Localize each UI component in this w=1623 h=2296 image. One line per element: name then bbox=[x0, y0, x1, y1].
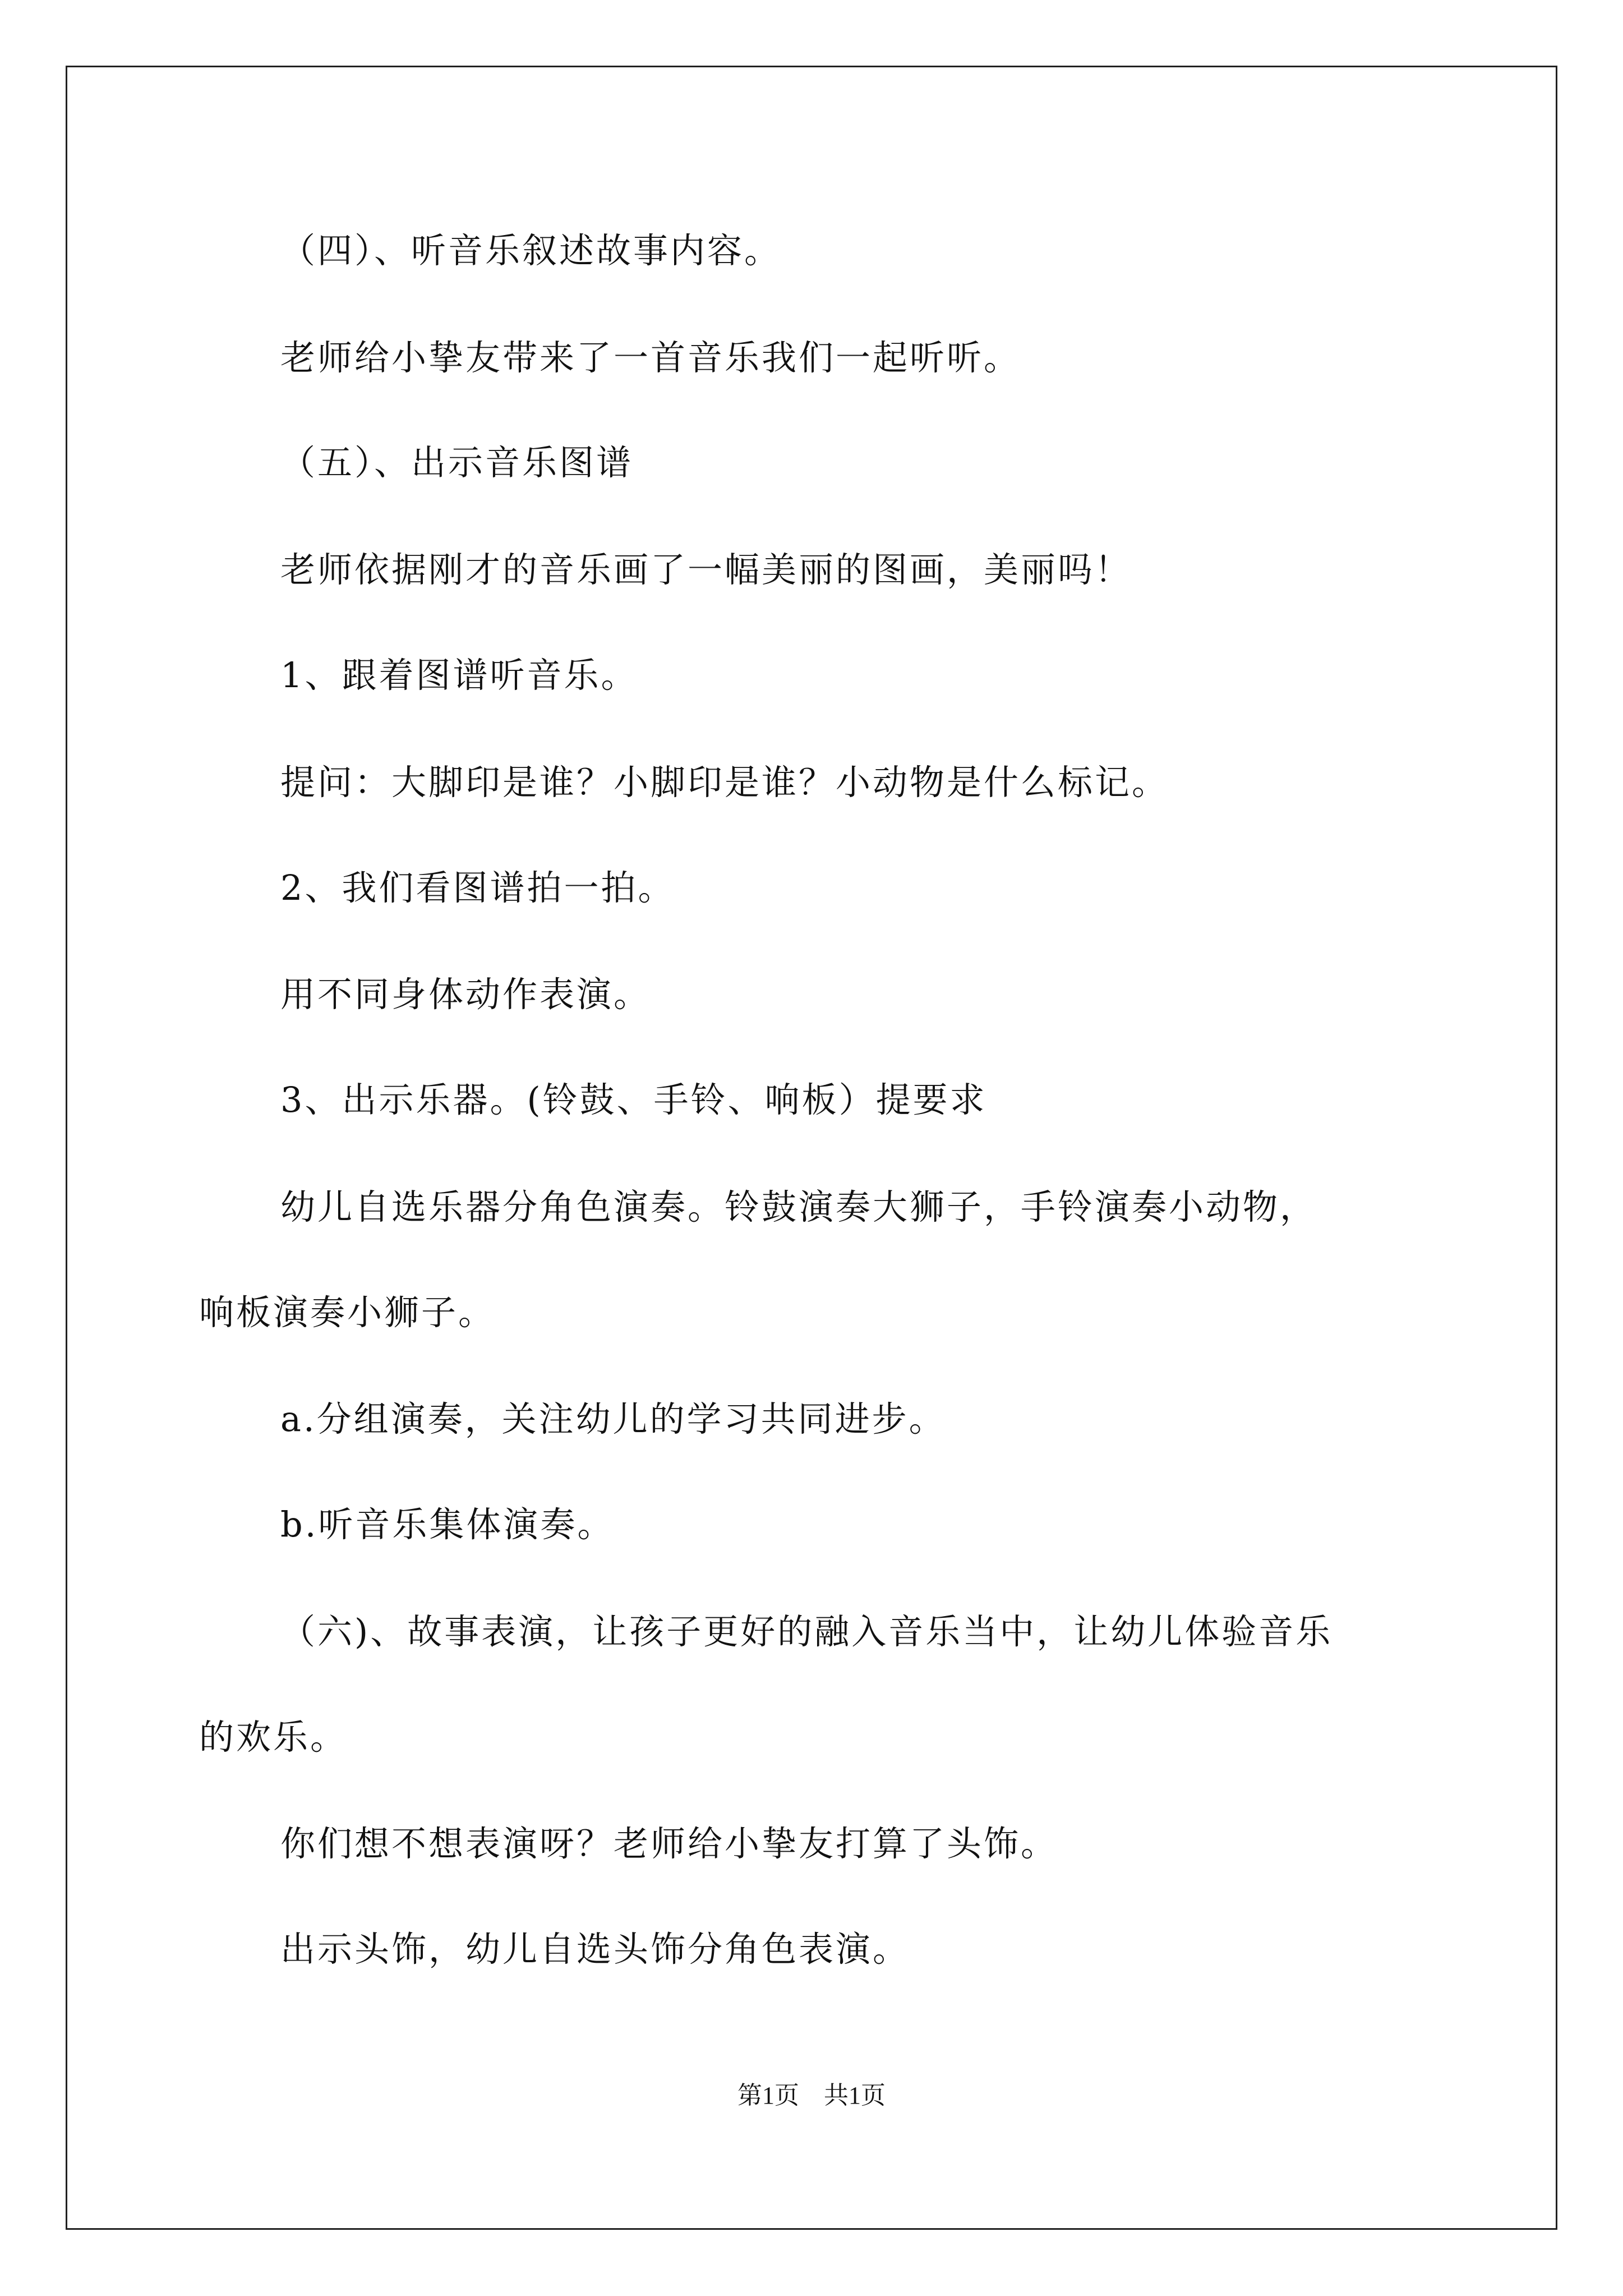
paragraph-line: 老师依据刚才的音乐画了一幅美丽的图画，美丽吗！ bbox=[280, 549, 1132, 590]
page-number: 第1页 bbox=[737, 2082, 799, 2109]
paragraph-line: （五）、出示音乐图谱 bbox=[280, 442, 634, 483]
paragraph-line: 的欢乐。 bbox=[199, 1717, 348, 1757]
paragraph-line: 响板演奏小狮子。 bbox=[199, 1292, 496, 1333]
page-total: 共1页 bbox=[824, 2082, 886, 2109]
paragraph-line: 提问：大脚印是谁？小脚印是谁？小动物是什么标记。 bbox=[280, 762, 1169, 803]
paragraph-line: （四）、听音乐叙述故事内容。 bbox=[280, 230, 782, 271]
paragraph-line: a.分组演奏，关注幼儿的学习共同进步。 bbox=[280, 1398, 946, 1439]
paragraph-line: 3、出示乐器。(铃鼓、手铃、响板）提要求 bbox=[280, 1079, 987, 1120]
paragraph-line: 2、我们看图谱拍一拍。 bbox=[280, 867, 675, 908]
page-border bbox=[66, 66, 1557, 2230]
paragraph-line: 1、跟着图谱听音乐。 bbox=[280, 655, 638, 696]
paragraph-line: 老师给小挚友带来了一首音乐我们一起听听。 bbox=[280, 337, 1021, 378]
paragraph-line: 幼儿自选乐器分角色演奏。铃鼓演奏大狮子，手铃演奏小动物， bbox=[280, 1186, 1317, 1227]
paragraph-line: 出示头饰，幼儿自选头饰分角色表演。 bbox=[280, 1929, 910, 1970]
paragraph-line: （六)、故事表演，让孩子更好的融入音乐当中，让幼儿体验音乐 bbox=[280, 1611, 1333, 1652]
paragraph-line: b.听音乐集体演奏。 bbox=[280, 1504, 615, 1545]
paragraph-line: 用不同身体动作表演。 bbox=[280, 974, 651, 1015]
paragraph-line: 你们想不想表演呀？老师给小挚友打算了头饰。 bbox=[280, 1823, 1058, 1864]
page-footer bbox=[0, 2080, 1623, 2111]
